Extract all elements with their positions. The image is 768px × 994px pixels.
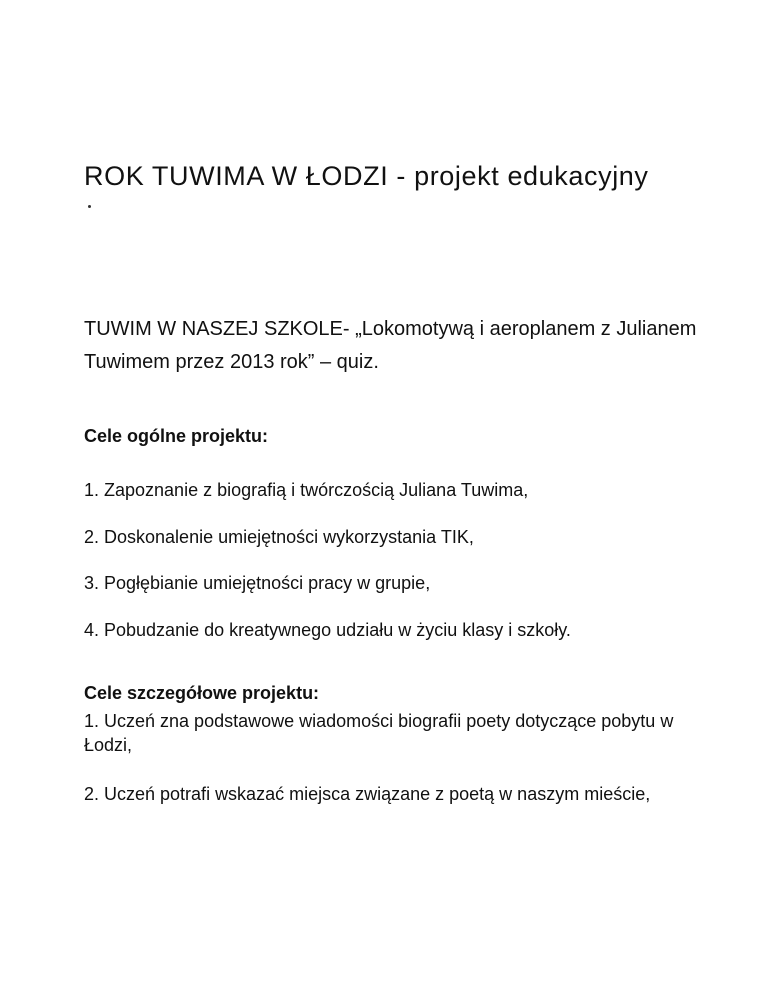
specific-goal-item: 1. Uczeń zna podstawowe wiadomości biografii poety dotyczące pobytu w Łodzi, [84,711,674,755]
general-goal-item: 3. Pogłębianie umiejętności pracy w grupie, [84,573,431,593]
specific-goals-heading: Cele szczegółowe projektu: [84,683,320,703]
specific-goal-item: 2. Uczeń potrafi wskazać miejsca związane z poetą w naszym mieście, [84,784,651,804]
project-subtitle: TUWIM W NASZEJ SZKOLE- „Lokomotywą i aeroplanem z Julianem Tuwimem przez 2013 rok” – quiz. [84,318,697,373]
general-goals-heading: Cele ogólne projektu: [84,426,269,446]
dot-mark [88,205,91,208]
general-goal-item: 4. Pobudzanie do kreatywnego udziału w życiu klasy i szkoły. [84,620,571,640]
document-title: ROK TUWIMA W ŁODZI - projekt edukacyjny [84,161,649,191]
general-goal-item: 2. Doskonalenie umiejętności wykorzystania TIK, [84,527,474,547]
general-goal-item: 1. Zapoznanie z biografią i twórczością Juliana Tuwima, [84,480,529,500]
